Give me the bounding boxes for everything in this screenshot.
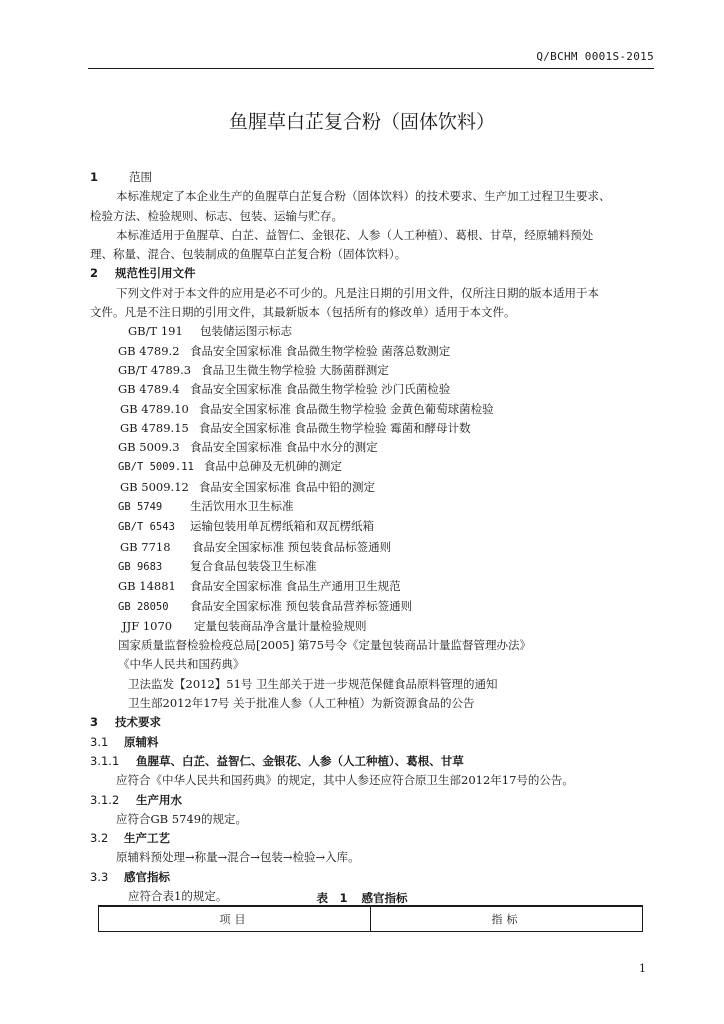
reference-name: 食品安全国家标准 食品微生物学检验 沙门氏菌检验 (190, 382, 451, 397)
paragraph-line: 文件。凡是不注日期的引用文件，其最新版本（包括所有的修改单）适用于本文件。 (90, 305, 516, 320)
subsection-title: 鱼腥草、白芷、益智仁、金银花、人参（人工种植）、葛根、甘草 (136, 753, 464, 768)
subsection-title: 生产用水 (136, 792, 182, 807)
reference-extra: 卫法监发【2012】51号 卫生部关于进一步规范保健食品原料管理的通知 (128, 676, 498, 691)
reference-name: 食品安全国家标准 食品生产通用卫生规范 (190, 579, 401, 594)
paragraph-line: 下列文件对于本文件的应用是必不可少的。凡是注日期的引用文件，仅所注日期的版本适用于本 (116, 285, 599, 300)
reference-code: GB 14881 (118, 579, 176, 594)
section-number: 1 (90, 170, 99, 184)
subsection-title: 原辅料 (124, 734, 159, 749)
section-title: 范围 (129, 170, 152, 184)
reference-name: 食品中总砷及无机砷的测定 (203, 459, 342, 474)
document-title: 鱼腥草白芷复合粉（固体饮料） (228, 111, 495, 133)
paragraph-line: 应符合GB 5749的规定。 (116, 811, 248, 826)
sensory-table (98, 905, 643, 932)
reference-name: 食品安全国家标准 食品微生物学检验 金黄色葡萄球菌检验 (198, 401, 494, 416)
reference-code: GB 4789.4 (118, 382, 180, 397)
section-1-heading (90, 168, 660, 187)
reference-extra: 《中华人民共和国药典》 (118, 657, 245, 672)
reference-code: GB/T 4789.3 (118, 362, 192, 377)
reference-item (90, 438, 660, 457)
reference-code: GB 4789.10 (120, 401, 189, 416)
table-header-row (99, 906, 643, 932)
subsection-number: 3.2 (90, 831, 109, 846)
section-2-heading (90, 264, 660, 283)
reference-code: GB/T 6543 (118, 521, 175, 534)
reference-code: GB 4789.2 (118, 343, 180, 358)
section-title: 技术要求 (115, 715, 161, 730)
reference-code: GB/T 191 (128, 324, 183, 339)
table-header-cell: 指标 (371, 906, 643, 932)
subsection-3-3-heading (90, 868, 660, 887)
reference-code: JJF 1070 (122, 618, 173, 633)
subsection-number: 3.1 (90, 734, 109, 749)
paragraph-line: 应符合表1的规定。 (128, 888, 228, 903)
reference-code: GB 5749 (118, 501, 163, 514)
reference-name: 包装储运图示标志 (200, 324, 292, 339)
reference-item (90, 557, 660, 577)
table-header-cell: 项目 (99, 906, 371, 932)
reference-name: 食品卫生微生物学检验 大肠菌群测定 (201, 362, 389, 377)
reference-name: 食品安全国家标准 预包装食品标签通则 (192, 539, 392, 554)
reference-item (90, 342, 660, 361)
subsection-3-1-1-heading (90, 752, 660, 771)
reference-item (90, 617, 660, 636)
paragraph-line: 本标准规定了本企业生产的鱼腥草白芷复合粉（固体饮料）的技术要求、生产加工过程卫生要求、 (116, 189, 611, 204)
reference-name: 复合食品包装袋卫生标准 (190, 558, 317, 573)
reference-code: GB 7718 (120, 539, 171, 554)
reference-extra: 卫生部2012年17号 关于批准人参（人工种植）为新资源食品的公告 (128, 696, 475, 711)
reference-item (90, 419, 660, 438)
reference-code: GB 4789.15 (120, 420, 189, 435)
reference-code: GB 9683 (118, 560, 163, 573)
subsection-number: 3.3 (90, 869, 109, 884)
reference-item (90, 400, 660, 419)
table-caption (0, 890, 724, 906)
section-number: 3 (90, 715, 99, 730)
table-title: 感官指标 (361, 891, 408, 905)
reference-name: 食品安全国家标准 食品微生物学检验 菌落总数测定 (190, 343, 451, 358)
paragraph-line: 原辅料预处理→称量→混合→包装→检验→入库。 (116, 850, 360, 865)
reference-item (90, 597, 660, 617)
page-number: 1 (639, 962, 646, 975)
reference-extra: 国家质量监督检验检疫总局[2005] 第75号令《定量包装商品计量监督管理办法》 (118, 638, 532, 653)
reference-name: 定量包装商品净含量计量检验规则 (194, 618, 367, 633)
paragraph-line: 应符合《中华人民共和国药典》的规定，其中人参还应符合原卫生部2012年17号的公告。 (116, 773, 574, 788)
subsection-3-2-heading (90, 829, 660, 848)
reference-item (90, 497, 660, 517)
reference-item (90, 322, 660, 341)
standard-code: Q/BCHM 0001S-2015 (536, 50, 654, 63)
table-label: 表 1 (316, 891, 348, 905)
reference-item (90, 457, 660, 477)
reference-item (90, 478, 660, 497)
subsection-title: 生产工艺 (124, 831, 170, 846)
section-3-heading (90, 713, 660, 732)
subsection-number: 3.1.1 (90, 753, 120, 768)
paragraph-line: 本标准适用于鱼腥草、白芷、益智仁、金银花、人参（人工种植）、葛根、甘草，经原辅料预处 (116, 227, 594, 242)
section-title: 规范性引用文件 (115, 266, 196, 281)
reference-code: GB/T 5009.11 (118, 461, 194, 474)
reference-item (90, 577, 660, 596)
section-number: 2 (90, 266, 99, 281)
reference-name: 食品安全国家标准 食品微生物学检验 霉菌和酵母计数 (198, 420, 471, 435)
subsection-3-1-heading (90, 733, 660, 752)
reference-item (90, 380, 660, 399)
subsection-3-1-2-heading (90, 791, 660, 810)
header-rule (88, 68, 654, 69)
subsection-title: 感官指标 (124, 869, 170, 884)
reference-name: 食品安全国家标准 预包装食品营养标签通则 (190, 598, 413, 613)
reference-code: GB 28050 (118, 600, 169, 613)
paragraph-line: 检验方法、检验规则、标志、包装、运输与贮存。 (90, 208, 343, 223)
document-body (90, 168, 660, 906)
reference-name: 生活饮用水卫生标准 (190, 499, 294, 514)
reference-name: 食品安全国家标准 食品中水分的测定 (190, 440, 378, 455)
reference-item (90, 361, 660, 380)
reference-code: GB 5009.3 (118, 440, 180, 455)
reference-code: GB 5009.12 (120, 479, 189, 494)
reference-item (90, 538, 660, 557)
subsection-number: 3.1.2 (90, 792, 120, 807)
paragraph-line: 理、称量、混合、包装制成的鱼腥草白芷复合粉（固体饮料）。 (90, 247, 407, 262)
reference-name: 运输包装用单瓦楞纸箱和双瓦楞纸箱 (190, 519, 374, 534)
reference-name: 食品安全国家标准 食品中铅的测定 (198, 479, 376, 494)
reference-item (90, 517, 660, 537)
